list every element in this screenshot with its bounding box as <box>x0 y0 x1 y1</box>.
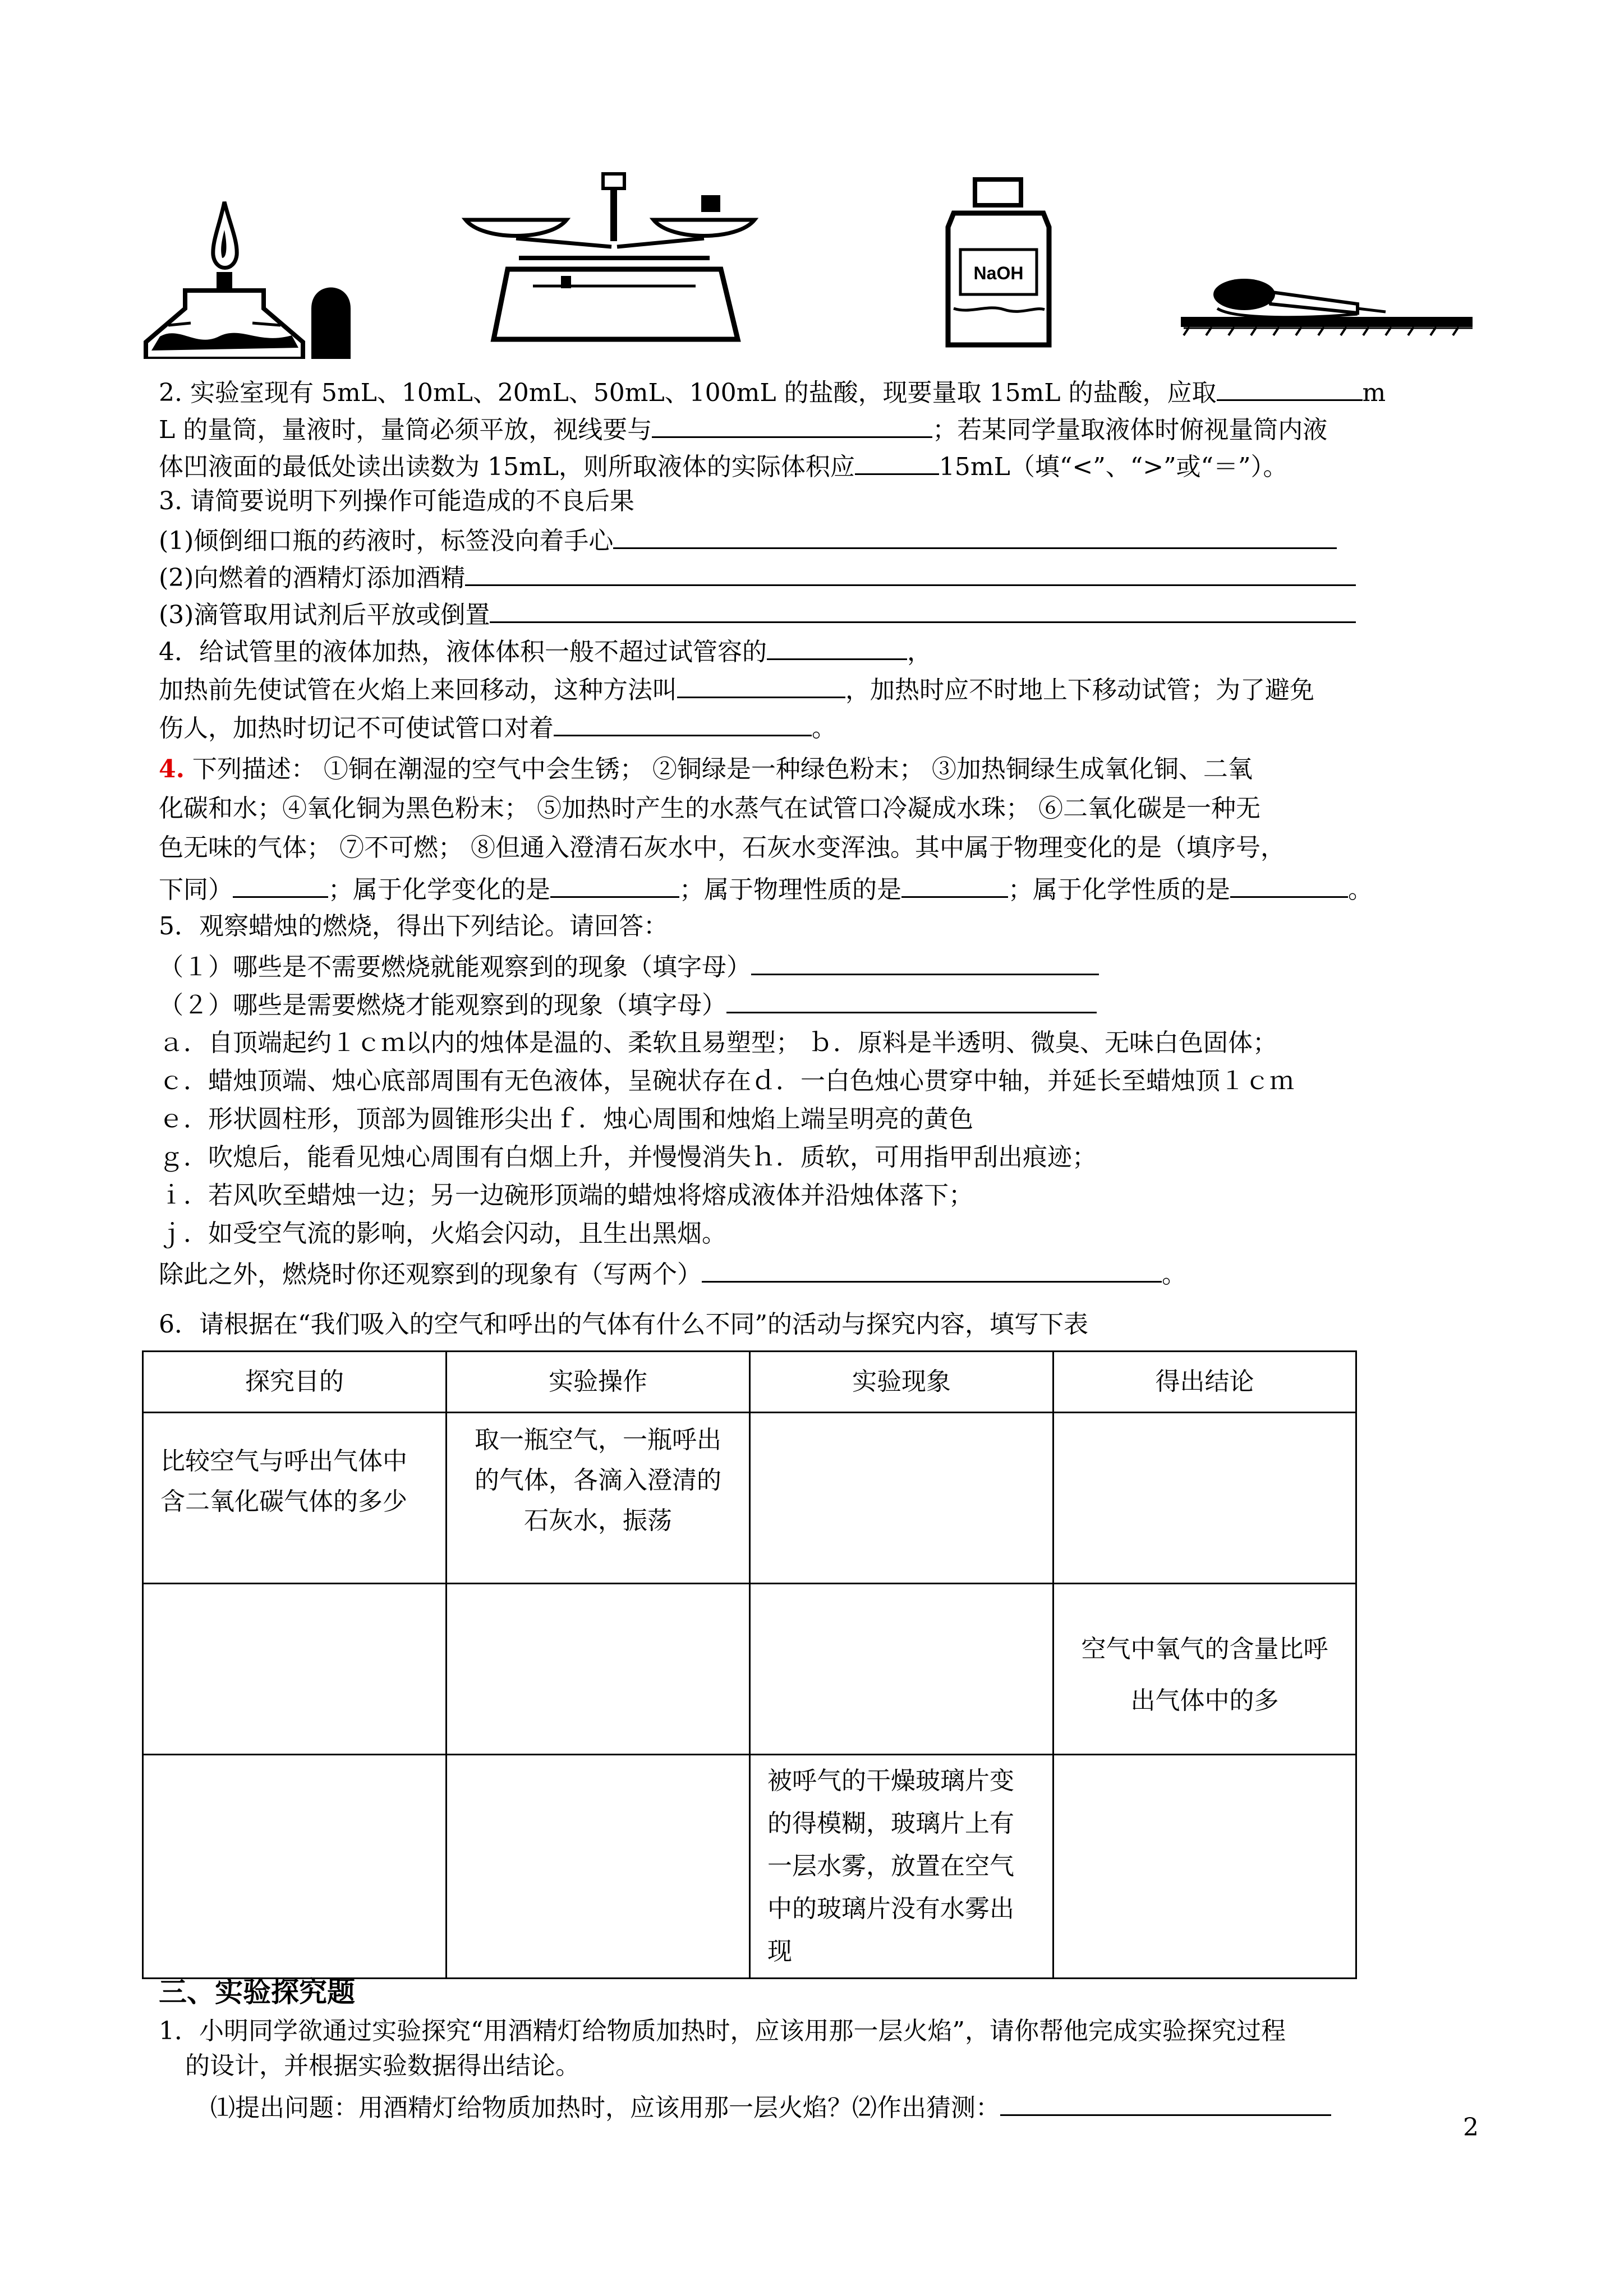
cell-purpose-3[interactable] <box>143 1755 447 1979</box>
header-phenomenon: 实验现象 <box>750 1352 1053 1413</box>
section-3-line-3: ⑴提出问题：用酒精灯给物质加热时，应该用那一层火焰？⑵作出猜测： <box>210 2087 1331 2126</box>
guess-blank[interactable] <box>1000 2087 1331 2116</box>
q5-line-3: 色无味的气体； ⑦不可燃； ⑧但通入澄清石灰水中，石灰水变浑浊。其中属于物理变化的是（填序号， <box>159 833 1285 862</box>
cell-conclusion-2: 空气中氧气的含量比呼出气体中的多 <box>1053 1584 1356 1755</box>
q6-extra: 除此之外，燃烧时你还观察到的现象有（写两个） 。 <box>159 1254 1186 1293</box>
q3-blank-2[interactable] <box>465 557 1356 586</box>
q5-number: 4. <box>159 755 185 783</box>
q2-blank-3[interactable] <box>855 446 939 475</box>
cell-phenomenon-3: 被呼气的干燥玻璃片变的得模糊，玻璃片上有一层水雾，放置在空气中的玻璃片没有水雾出现 <box>750 1755 1053 1979</box>
reagent-bottle-icon <box>948 179 1049 345</box>
q6-option-e: ｅ．形状圆柱形，顶部为圆锥形尖出ｆ．烛心周围和烛焰上端呈明亮的黄色 <box>159 1105 973 1133</box>
table-row <box>143 1755 1356 1979</box>
q4-line-1: 4．给试管里的液体加热，液体体积一般不超过试管容的 ， <box>159 631 932 670</box>
table-header-row <box>143 1352 1356 1413</box>
q5-blank-chemical-property[interactable] <box>1230 869 1348 898</box>
q2-line-2: L 的量筒，量液时，量筒必须平放，视线要与 ；若某同学量取液体时俯视量筒内液 <box>159 409 1327 448</box>
q2-line-1: 2. 实验室现有 5mL、10mL、20mL、50mL、100mL 的盐酸，现要量取 15mL 的盐酸，应取 m <box>159 372 1386 411</box>
section-3-line-1: 1．小明同学欲通过实验探究“用酒精灯给物质加热时，应该用那一层火焰”，请你帮他完成实验探究过程 <box>159 2017 1286 2045</box>
q6-sub-1: （１）哪些是不需要燃烧就能观察到的现象（填字母） <box>159 947 1099 985</box>
cell-operation-2[interactable] <box>447 1584 750 1755</box>
q2-blank-1[interactable] <box>1217 372 1363 401</box>
cell-conclusion-3[interactable] <box>1053 1755 1356 1979</box>
header-operation: 实验操作 <box>447 1352 750 1413</box>
q4-line-3: 伤人，加热时切记不可使试管口对着 。 <box>159 708 836 746</box>
q5-line-4: 下同） ；属于化学变化的是 ；属于物理性质的是 ；属于化学性质的是 。 <box>159 869 1373 908</box>
alcohol-lamp-icon <box>146 202 303 359</box>
cell-phenomenon-1[interactable] <box>750 1413 1053 1584</box>
q3-title: 3. 请简要说明下列操作可能造成的不良后果 <box>159 487 634 515</box>
experiment-table <box>142 1350 1357 1979</box>
table-row <box>143 1413 1356 1584</box>
q6-blank-extra[interactable] <box>702 1254 1162 1283</box>
q6-sub-2: （２）哪些是需要燃烧才能观察到的现象（填字母） <box>159 985 1097 1023</box>
section-3-line-2: 的设计，并根据实验数据得出结论。 <box>185 2051 580 2080</box>
q6-option-g: ｇ．吹熄后，能看见烛心周围有白烟上升，并慢慢消失ｈ．质软，可用指甲刮出痕迹； <box>159 1143 1097 1172</box>
q5-blank-physical-change[interactable] <box>233 869 328 898</box>
lamp-cap-icon <box>311 288 351 359</box>
page-number: 2 <box>1463 2113 1479 2142</box>
q4-blank-3[interactable] <box>554 708 812 736</box>
q6-option-j: ｊ．如受空气流的影响，火焰会闪动，且生出黑烟。 <box>159 1219 726 1248</box>
header-conclusion: 得出结论 <box>1053 1352 1356 1413</box>
q6-blank-2[interactable] <box>726 985 1097 1013</box>
q4-line-2: 加热前先使试管在火焰上来回移动，这种方法叫 ，加热时应不时地上下移动试管；为了避免 <box>159 670 1314 708</box>
q6-title: 5．观察蜡烛的燃烧，得出下列结论。请回答： <box>159 912 668 940</box>
dropper-on-table-icon <box>1181 279 1473 335</box>
cell-conclusion-1[interactable] <box>1053 1413 1356 1584</box>
lab-equipment-illustrations <box>0 157 1624 359</box>
q2-blank-2[interactable] <box>652 409 932 438</box>
bottle-label: NaOH <box>973 263 1024 283</box>
cell-operation-3[interactable] <box>447 1755 750 1979</box>
q3-item-2: (2)向燃着的酒精灯添加酒精 <box>159 557 1356 596</box>
q5-blank-physical-property[interactable] <box>901 869 1008 898</box>
q5-blank-chemical-change[interactable] <box>550 869 679 898</box>
cell-operation-1: 取一瓶空气，一瓶呼出的气体，各滴入澄清的石灰水，振荡 <box>447 1413 750 1584</box>
header-purpose: 探究目的 <box>143 1352 447 1413</box>
q3-item-1: (1)倾倒细口瓶的药液时，标签没向着手心 <box>159 520 1337 559</box>
q6-option-c: ｃ．蜡烛顶端、烛心底部周围有无色液体，呈碗状存在ｄ．一白色烛心贯穿中轴，并延长至蜡烛顶１ｃｍ <box>159 1067 1294 1095</box>
q3-item-3: (3)滴管取用试剂后平放或倒置 <box>159 594 1356 633</box>
q3-blank-1[interactable] <box>613 520 1337 549</box>
q5-line-2: 化碳和水；④氧化铜为黑色粉末； ⑤加热时产生的水蒸气在试管口冷凝成水珠； ⑥二氧化碳是一种无 <box>159 794 1260 823</box>
cell-purpose-2[interactable] <box>143 1584 447 1755</box>
q5-line-1: 4. 下列描述： ①铜在潮湿的空气中会生锈； ②铜绿是一种绿色粉末； ③加热铜绿生成氧化铜、二氧 <box>159 755 1253 783</box>
q6-option-i: ｉ．若风吹至蜡烛一边；另一边碗形顶端的蜡烛将熔成液体并沿烛体落下； <box>159 1181 973 1210</box>
q4-blank-1[interactable] <box>767 631 907 660</box>
cell-phenomenon-2[interactable] <box>750 1584 1053 1755</box>
cell-purpose-1: 比较空气与呼出气体中含二氧化碳气体的多少 <box>143 1413 447 1584</box>
q7-title: 6．请根据在“我们吸入的空气和呼出的气体有什么不同”的活动与探究内容，填写下表 <box>159 1310 1088 1339</box>
q6-option-a: ａ．自顶端起约１ｃｍ以内的烛体是温的、柔软且易塑型； ｂ．原料是半透明、微臭、无味白色固体； <box>159 1029 1277 1057</box>
section-3-title: 三、实验探究题 <box>159 1975 355 2008</box>
q2-line-3: 体凹液面的最低处读出读数为 15mL，则所取液体的实际体积应 15mL（填“<”、“>”或“＝”）。 <box>159 446 1288 485</box>
balance-scale-icon <box>466 174 755 339</box>
q4-blank-2[interactable] <box>677 670 845 698</box>
q3-blank-3[interactable] <box>490 594 1356 623</box>
q6-blank-1[interactable] <box>751 947 1099 975</box>
table-row <box>143 1584 1356 1755</box>
